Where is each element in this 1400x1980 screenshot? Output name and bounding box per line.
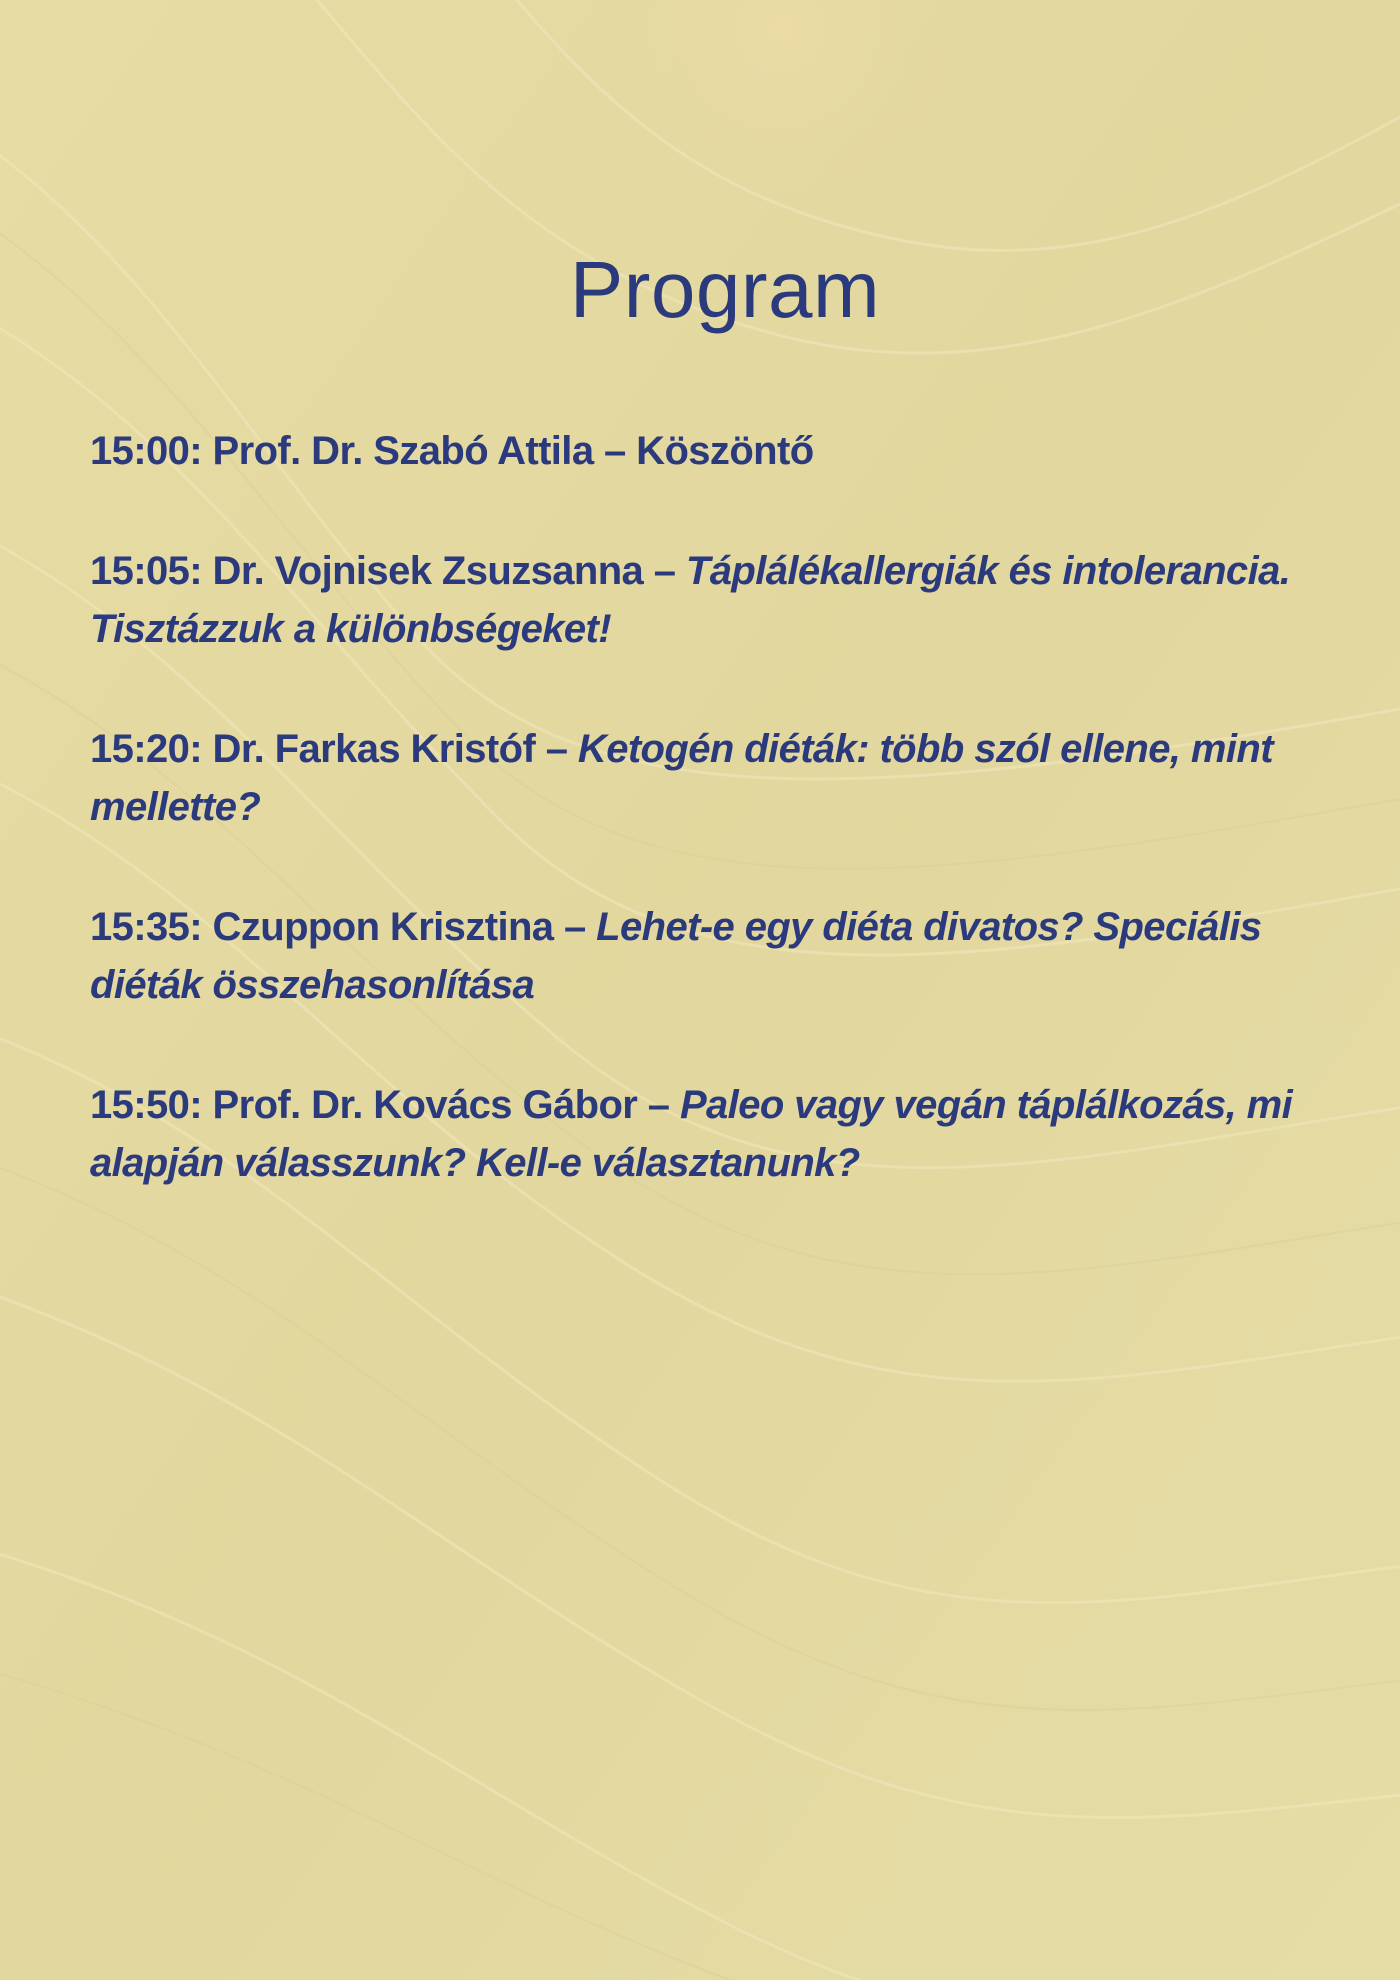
program-separator: – xyxy=(553,905,597,949)
program-time: 15:05: xyxy=(90,549,203,593)
program-note: Köszöntő xyxy=(636,429,814,473)
program-talk-title: Paleo vagy vegán táplálkozás, mi alapján válasszunk? Kell-e választanunk? xyxy=(90,1083,1293,1185)
program-separator: – xyxy=(637,1083,680,1127)
program-separator: – xyxy=(535,727,578,771)
program-speaker: Dr. Vojnisek Zsuzsanna xyxy=(212,549,644,593)
program-item xyxy=(90,720,1340,836)
program-speaker: Prof. Dr. Szabó Attila xyxy=(212,429,594,473)
program-item xyxy=(90,898,1340,1014)
program-item xyxy=(90,542,1340,658)
program-item xyxy=(90,1076,1340,1192)
program-speaker: Czuppon Krisztina xyxy=(212,905,554,949)
program-time: 15:50: xyxy=(90,1083,203,1127)
program-speaker: Prof. Dr. Kovács Gábor xyxy=(212,1083,638,1127)
program-time: 15:00: xyxy=(90,429,203,473)
program-separator: – xyxy=(593,429,637,473)
program-item xyxy=(90,422,1340,480)
page-title: Program xyxy=(569,245,881,334)
program-separator: – xyxy=(643,549,686,593)
program-talk-title: Lehet-e egy diéta divatos? Speciális diéták összehasonlítása xyxy=(90,905,1262,1007)
program-talk-title: Ketogén diéták: több szól ellene, mint mellette? xyxy=(90,727,1273,829)
program-talk-title: Táplálékallergiák és intolerancia. Tisztázzuk a különbségeket! xyxy=(90,549,1291,651)
program-time: 15:35: xyxy=(90,905,203,949)
program-list xyxy=(90,422,1340,1254)
program-time: 15:20: xyxy=(90,727,203,771)
program-speaker: Dr. Farkas Kristóf xyxy=(212,727,536,771)
